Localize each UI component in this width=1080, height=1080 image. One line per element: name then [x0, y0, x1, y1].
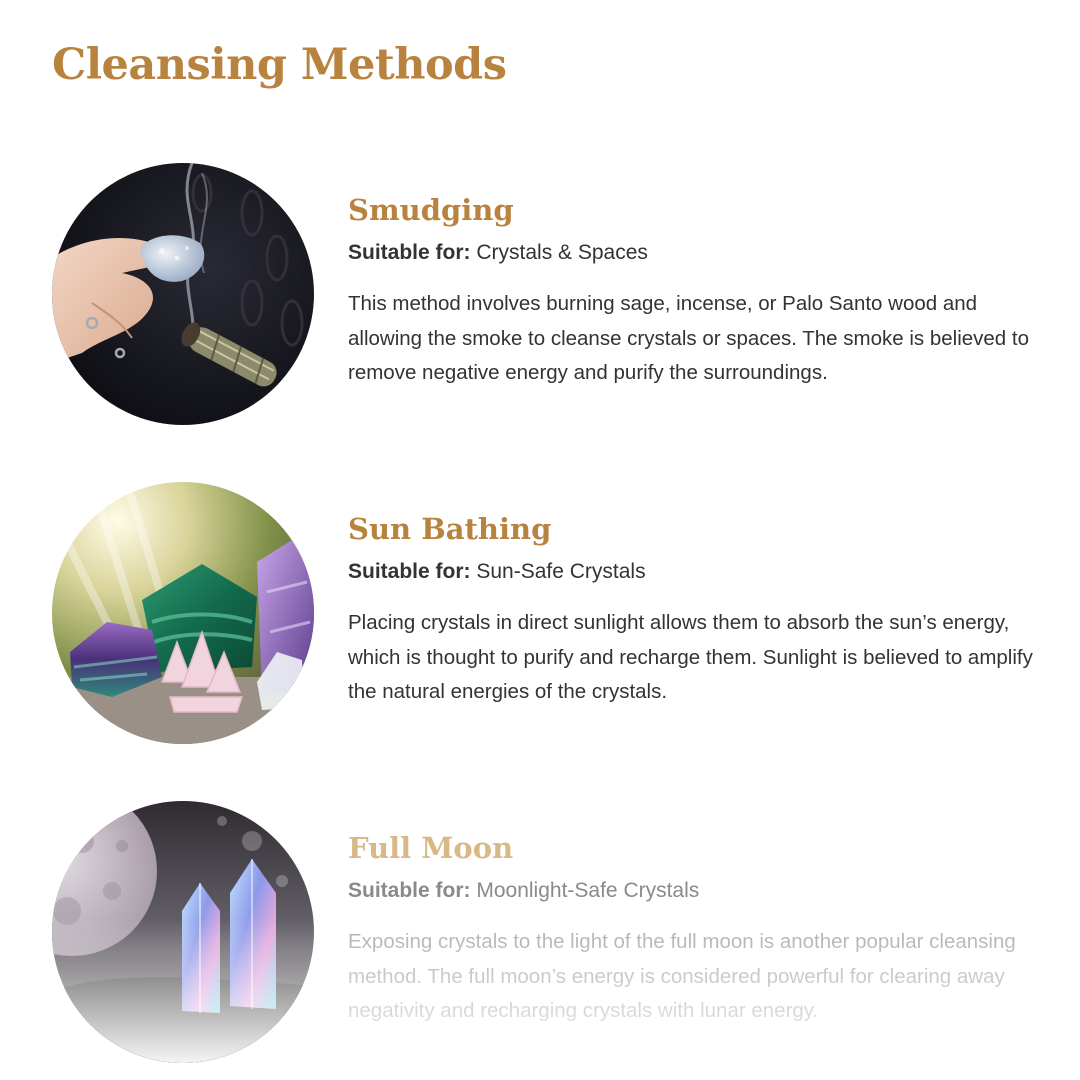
sun-bathing-suitable-for	[348, 560, 1038, 584]
smudging-description: This method involves burning sage, incense, or Palo Santo wood and allowing the smoke to cleanse crystals or spaces. The smoke is believed to remove negative energy and purify the surroundings.	[348, 292, 1030, 384]
sun-bathing-image	[52, 482, 314, 744]
full-moon-text	[348, 831, 1038, 1029]
suitable-for-label: Suitable for:	[348, 879, 471, 902]
page-title: Cleansing Methods	[52, 40, 507, 90]
suitable-for-value: Sun-Safe Crystals	[476, 560, 646, 583]
smudging-image	[52, 163, 314, 425]
sun-bathing-description: Placing crystals in direct sunlight allows them to absorb the sun’s energy, which is thought to purify and recharge them. Sunlight is believed to amplify the natural energies of the crystals.	[348, 611, 1033, 703]
smudging-photo	[52, 163, 314, 425]
full-moon-image	[52, 801, 314, 1063]
full-moon-suitable-for	[348, 879, 1038, 903]
full-moon-title: Full Moon	[348, 831, 514, 865]
sun-bathing-title: Sun Bathing	[348, 512, 552, 546]
sun-bathing-photo	[52, 482, 314, 744]
smudging-suitable-for	[348, 241, 1038, 265]
full-moon-photo	[52, 801, 314, 1063]
smudging-text	[348, 193, 1038, 391]
suitable-for-label: Suitable for:	[348, 560, 471, 583]
method-smudging	[52, 163, 1042, 425]
sun-bathing-text	[348, 512, 1038, 710]
method-sun-bathing	[52, 482, 1042, 744]
suitable-for-label: Suitable for:	[348, 241, 471, 264]
suitable-for-value: Crystals & Spaces	[476, 241, 648, 264]
suitable-for-value: Moonlight-Safe Crystals	[476, 879, 700, 902]
full-moon-description: Exposing crystals to the light of the full moon is another popular cleansing method. The full moon’s energy is considered powerful for clearing away negativity and recharging crystals with lunar energy.	[348, 925, 1038, 1029]
method-full-moon	[52, 801, 1042, 1063]
smudging-title: Smudging	[348, 193, 514, 227]
